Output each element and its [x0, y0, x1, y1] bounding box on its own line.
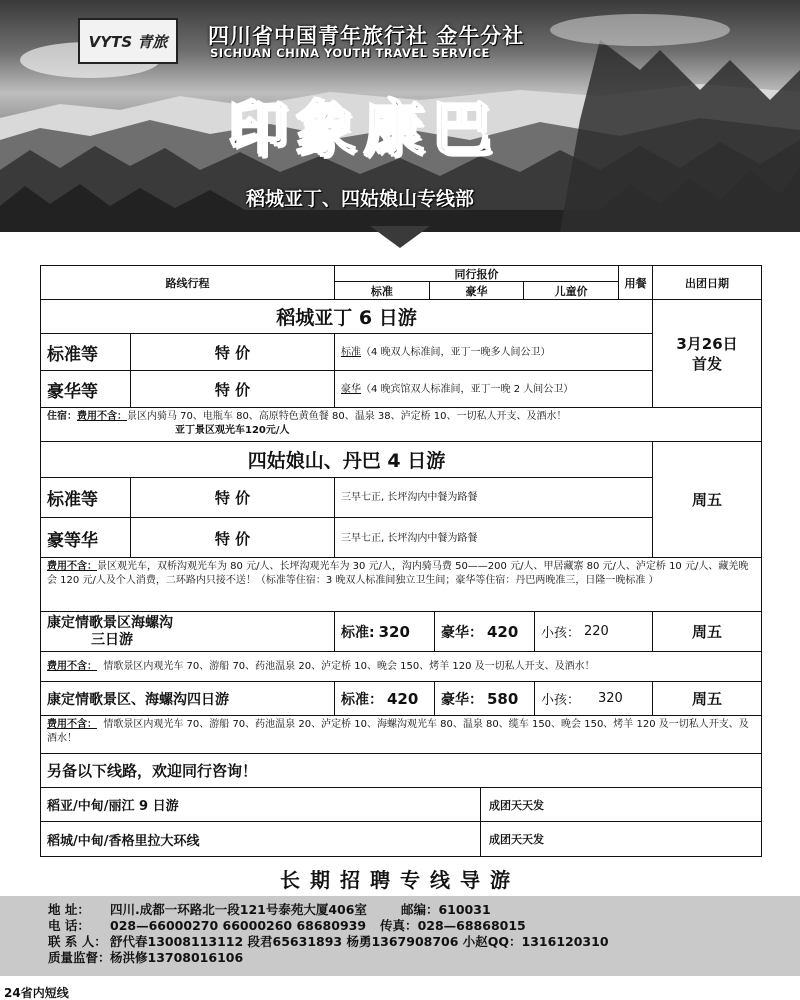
- logo-text: VYTS 青旅: [88, 32, 168, 51]
- agency-name-en: SICHUAN CHINA YOUTH TRAVEL SERVICE: [210, 46, 490, 60]
- header-deluxe: 豪华: [430, 282, 525, 299]
- more-route-1: [41, 788, 761, 822]
- contact-zip: 610031: [438, 902, 491, 917]
- banner-subtitle: 稻城亚丁、四姑娘山专线部: [246, 188, 475, 210]
- banner-notch: [370, 226, 430, 248]
- table-header: [41, 266, 761, 300]
- agency-logo: [78, 18, 178, 64]
- tour1-departure: 3月26日 首发: [676, 334, 738, 373]
- page-section-label: 24省内短线: [4, 986, 69, 1000]
- tour1-title: 稻城亚丁 6 日游: [276, 307, 417, 329]
- tour4-row: [41, 682, 761, 716]
- tour1-grade-deluxe: 豪华等: [41, 371, 131, 408]
- tour3-deluxe-price: 豪华： 420: [435, 612, 535, 651]
- more-route-1-name: 稻亚/中甸/丽江 9 日游: [41, 788, 481, 821]
- header-banner: [0, 0, 800, 232]
- tour2-fees: 费用不含：景区观光车，双桥沟观光车为 80 元/人、长坪沟观光车为 30 元/人，沟内骑马费 50——200 元/人、甲居藏寨 80 元/人、泸定桥 10 元/人、藏羌晚会 120 元/人及个人消费，二环路内只接不送！（标准等住宿：3 晚双人标准间独立卫生间；豪华等住宿：丹巴两晚准三，日隆一晚标准 ）: [41, 558, 761, 612]
- header-departure: 出团日期: [685, 276, 729, 290]
- tour1-price-standard: 特 价: [131, 334, 335, 370]
- tour2-price-standard: 特 价: [131, 478, 335, 517]
- tour2-grade-deluxe: 豪等华: [41, 518, 131, 558]
- tour2-departure: 周五: [691, 490, 722, 509]
- header-child: 儿童价: [554, 284, 588, 298]
- tour4-departure: 周五: [691, 690, 722, 708]
- tour4-deluxe-price: 豪华： 580: [435, 682, 535, 715]
- tour3-fees: 费用不含： 情歌景区内观光车 70、游船 70、药池温泉 20、泸定桥 10、晚会 150、烤羊 120 及一切私人开支、及酒水！: [41, 652, 761, 682]
- tour2-block: [41, 442, 761, 558]
- tour4-child-price: 小孩： 320: [535, 682, 653, 715]
- tour4-standard-price: 标准： 420: [335, 682, 435, 715]
- more-route-1-date: 成团天天发: [489, 798, 544, 812]
- contact-supervisor: 杨洪修13708016106: [110, 950, 244, 965]
- tour2-price-deluxe: 特 价: [131, 518, 335, 558]
- header-peer-price: [335, 266, 619, 299]
- more-routes-heading-row: [41, 754, 761, 788]
- tour1-block: [41, 300, 761, 408]
- header-standard: 标准: [335, 282, 430, 299]
- tour-price-table: [40, 265, 762, 857]
- tour1-fees: 住宿：费用不含：景区内骑马 70、电瓶车 80、高原特色黄鱼餐 80、温泉 38、泸定桥 10、一切私人开支、及酒水！ 亚丁景区观光车120元/人: [41, 408, 761, 442]
- tour2-note-deluxe: 三早七正, 长坪沟内中餐为路餐: [341, 532, 478, 544]
- tour2-note-standard: 三早七正, 长坪沟内中餐为路餐: [341, 492, 478, 503]
- tour3-row: [41, 612, 761, 652]
- more-route-2: [41, 822, 761, 856]
- tour1-grade-standard: 标准等: [41, 334, 131, 370]
- tour3-child-price: 小孩： 220: [535, 612, 653, 651]
- contact-fax: 028—68868015: [417, 918, 526, 933]
- contact-people: 舒代春13008113112 段君65631893 杨勇1367908706 小赵QQ：1316120310: [110, 934, 609, 949]
- contact-address: 四川.成都一环路北一段121号泰苑大厦406室: [110, 902, 367, 917]
- tour2-title: 四姑娘山、丹巴 4 日游: [247, 450, 446, 472]
- agency-name-cn: 四川省中国青年旅行社 金牛分社: [208, 24, 525, 48]
- more-routes-heading: 另备以下线路，欢迎同行咨询！: [47, 762, 258, 780]
- tour2-grade-standard: 标准等: [41, 478, 131, 517]
- tour4-fees: 费用不含： 情歌景区内观光车 70、游船 70、药池温泉 20、泸定桥 10、海螺沟观光车 80、温泉 80、缆车 150、晚会 150、烤羊 120 及一切私人开支、及酒水！: [41, 716, 761, 754]
- header-peer-price-label: 同行报价: [335, 266, 618, 282]
- header-route: 路线行程: [41, 266, 335, 299]
- header-meal: 用餐: [619, 266, 653, 299]
- contact-phone: 028—66000270 66000260 68680939: [110, 918, 367, 933]
- more-route-2-name: 稻城/中甸/香格里拉大环线: [41, 822, 481, 856]
- contact-block: [0, 896, 800, 976]
- tour3-title: 康定情歌景区海螺沟 三日游: [41, 612, 335, 651]
- contact-supervisor-line: 质量监督：杨洪修13708016106: [48, 950, 244, 965]
- contact-phone-line: 电 话： 028—66000270 66000260 68680939 传真：028—68868015: [48, 918, 526, 933]
- tour1-note-standard: 标准 （4 晚双人标准间，亚丁一晚多人间公卫）: [341, 346, 551, 358]
- contact-address-line: 地 址： 四川.成都一环路北一段121号泰苑大厦406室 邮编：610031: [48, 902, 491, 917]
- tour3-departure: 周五: [691, 623, 722, 641]
- contact-people-line: 联 系 人： 舒代春13008113112 段君65631893 杨勇1367908706 小赵QQ：1316120310: [48, 934, 609, 949]
- more-route-2-date: 成团天天发: [489, 833, 544, 846]
- tour3-standard-price: 标准: 320: [335, 612, 435, 651]
- tour1-price-deluxe: 特 价: [131, 371, 335, 408]
- recruit-banner: 长期招聘专线导游: [280, 868, 520, 892]
- tour4-title: 康定情歌景区、海螺沟四日游: [41, 682, 335, 715]
- tour1-note-deluxe: 豪华 （4 晚宾馆双人标准间，亚丁一晚 2 人间公卫）: [341, 384, 574, 395]
- main-title: 印象康巴: [228, 95, 500, 165]
